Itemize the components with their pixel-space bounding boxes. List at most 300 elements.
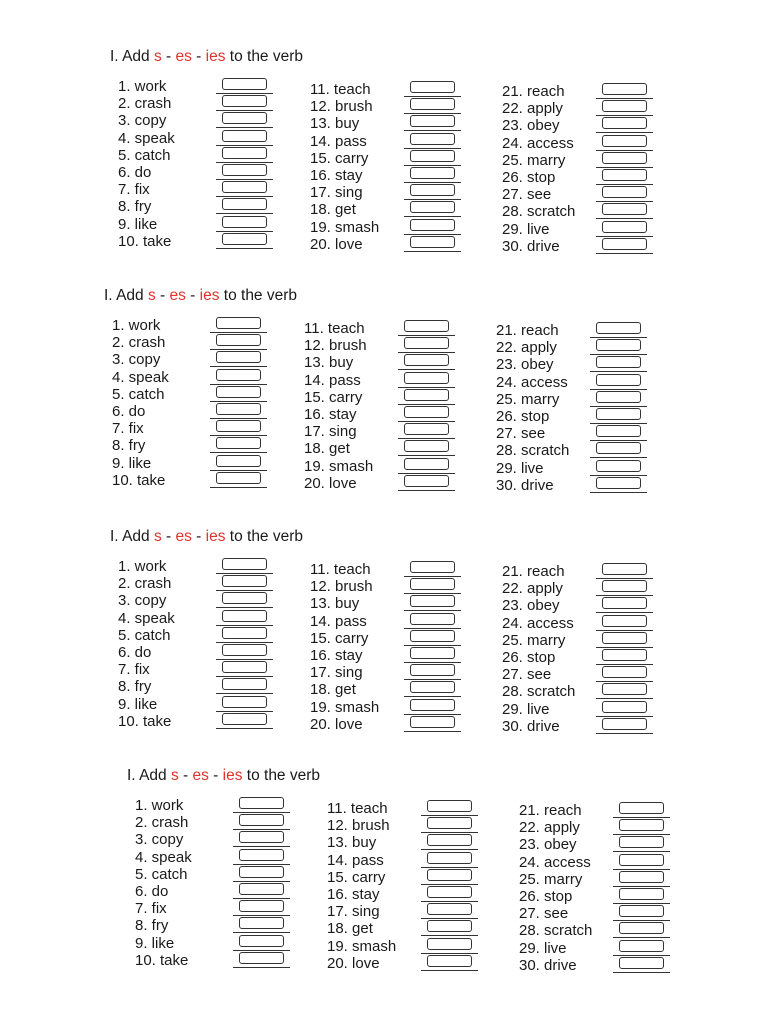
answer-box[interactable]: [216, 317, 261, 329]
verb-label: 20. love: [310, 715, 363, 733]
answer-underline: [596, 716, 653, 717]
answer-underline: [398, 421, 455, 422]
answer-underline: [590, 457, 647, 458]
verb-label: 18. get: [327, 920, 373, 938]
verb-label: 13. buy: [327, 834, 377, 852]
answer-box[interactable]: [239, 849, 284, 861]
exercise-section-c: [110, 528, 710, 758]
answer-underline: [404, 234, 461, 235]
verb-label: 24. access: [496, 373, 568, 391]
answer-box[interactable]: [404, 423, 449, 435]
answer-underline: [216, 93, 273, 94]
answer-underline: [404, 113, 461, 114]
instruction-text: -: [191, 528, 206, 545]
verb-label: 7. fix: [112, 420, 144, 438]
answer-underline: [216, 590, 273, 591]
answer-underline: [216, 248, 273, 249]
instruction-text: -: [191, 48, 206, 65]
answer-box[interactable]: [619, 957, 664, 969]
answer-box[interactable]: [410, 133, 455, 145]
answer-box[interactable]: [410, 647, 455, 659]
answer-underline: [596, 578, 653, 579]
instruction-text: -: [155, 287, 170, 304]
answer-underline: [210, 418, 267, 419]
verb-label: 10. take: [112, 471, 166, 489]
answer-box[interactable]: [427, 920, 472, 932]
answer-underline: [596, 681, 653, 682]
verb-label: 25. marry: [519, 870, 583, 888]
verb-label: 27. see: [502, 666, 552, 684]
answer-underline: [404, 696, 461, 697]
answer-box[interactable]: [410, 81, 455, 93]
verb-label: 23. obey: [502, 117, 560, 135]
verb-label: 23. obey: [519, 836, 577, 854]
answer-underline: [596, 612, 653, 613]
verb-label: 7. fix: [135, 900, 167, 918]
answer-box[interactable]: [222, 130, 267, 142]
answer-underline: [216, 179, 273, 180]
verb-label: 19. smash: [310, 218, 380, 236]
instruction-text: to the verb: [225, 48, 304, 65]
verb-label: 10. take: [118, 232, 172, 250]
verb-label: 8. fry: [112, 437, 146, 455]
answer-underline: [233, 812, 290, 813]
answer-underline: [233, 932, 290, 933]
instruction-text: I. Add: [110, 528, 154, 545]
answer-underline: [596, 218, 653, 219]
answer-box[interactable]: [216, 351, 261, 363]
answer-box[interactable]: [410, 664, 455, 676]
verb-label: 11. teach: [304, 320, 365, 337]
answer-box[interactable]: [596, 356, 641, 368]
answer-box[interactable]: [216, 403, 261, 415]
answer-box[interactable]: [596, 460, 641, 472]
answer-box[interactable]: [404, 406, 449, 418]
answer-box[interactable]: [619, 836, 664, 848]
verb-label: 5. catch: [112, 385, 165, 403]
answer-underline: [398, 490, 455, 491]
answer-underline: [613, 920, 670, 921]
answer-underline: [404, 645, 461, 646]
answer-box[interactable]: [239, 935, 284, 947]
answer-box[interactable]: [410, 201, 455, 213]
verb-label: 21. reach: [519, 802, 582, 819]
verb-label: 29. live: [496, 459, 544, 477]
answer-box[interactable]: [222, 644, 267, 656]
answer-box[interactable]: [619, 922, 664, 934]
answer-box[interactable]: [410, 115, 455, 127]
exercise-instruction: [110, 528, 303, 546]
answer-box[interactable]: [239, 952, 284, 964]
suffix-highlight: s: [153, 528, 162, 545]
answer-underline: [404, 714, 461, 715]
answer-underline: [596, 132, 653, 133]
answer-underline: [613, 886, 670, 887]
answer-box[interactable]: [216, 472, 261, 484]
answer-box[interactable]: [404, 389, 449, 401]
answer-underline: [404, 576, 461, 577]
answer-box[interactable]: [596, 408, 641, 420]
answer-box[interactable]: [222, 575, 267, 587]
answer-box[interactable]: [222, 610, 267, 622]
answer-underline: [398, 404, 455, 405]
answer-box[interactable]: [596, 391, 641, 403]
answer-underline: [421, 918, 478, 919]
verb-label: 1. work: [135, 797, 184, 814]
suffix-highlight: es: [175, 48, 192, 65]
verb-label: 1. work: [112, 317, 161, 334]
answer-underline: [216, 145, 273, 146]
answer-underline: [210, 487, 267, 488]
answer-box[interactable]: [239, 797, 284, 809]
answer-box[interactable]: [404, 440, 449, 452]
answer-underline: [216, 231, 273, 232]
answer-box[interactable]: [602, 683, 647, 695]
verb-label: 8. fry: [118, 198, 152, 216]
answer-box[interactable]: [404, 458, 449, 470]
verb-label: 7. fix: [118, 661, 150, 679]
answer-box[interactable]: [410, 98, 455, 110]
answer-box[interactable]: [410, 184, 455, 196]
answer-box[interactable]: [619, 819, 664, 831]
answer-box[interactable]: [410, 167, 455, 179]
answer-underline: [398, 438, 455, 439]
answer-box[interactable]: [596, 477, 641, 489]
answer-box[interactable]: [427, 817, 472, 829]
verb-label: 14. pass: [310, 612, 367, 630]
answer-box[interactable]: [239, 917, 284, 929]
answer-underline: [216, 642, 273, 643]
answer-underline: [590, 423, 647, 424]
answer-box[interactable]: [596, 322, 641, 334]
answer-box[interactable]: [602, 83, 647, 95]
suffix-highlight: es: [175, 528, 192, 545]
verb-label: 30. drive: [502, 717, 560, 735]
verb-label: 9. like: [118, 215, 158, 233]
answer-box[interactable]: [602, 580, 647, 592]
answer-box[interactable]: [602, 563, 647, 575]
verb-label: 30. drive: [502, 237, 560, 255]
verb-label: 12. brush: [304, 337, 367, 355]
verb-label: 16. stay: [304, 405, 357, 423]
answer-underline: [210, 470, 267, 471]
answer-box[interactable]: [216, 455, 261, 467]
answer-box[interactable]: [410, 595, 455, 607]
answer-underline: [613, 817, 670, 818]
answer-box[interactable]: [602, 221, 647, 233]
answer-underline: [596, 201, 653, 202]
verb-label: 2. crash: [135, 814, 189, 832]
answer-box[interactable]: [222, 696, 267, 708]
answer-box[interactable]: [222, 78, 267, 90]
verb-label: 29. live: [519, 939, 567, 957]
answer-underline: [421, 815, 478, 816]
answer-underline: [210, 384, 267, 385]
answer-underline: [398, 352, 455, 353]
suffix-highlight: s: [147, 287, 156, 304]
answer-box[interactable]: [216, 386, 261, 398]
answer-box[interactable]: [427, 852, 472, 864]
answer-box[interactable]: [239, 866, 284, 878]
answer-box[interactable]: [619, 871, 664, 883]
answer-underline: [210, 452, 267, 453]
answer-underline: [233, 829, 290, 830]
answer-box[interactable]: [222, 198, 267, 210]
verb-label: 18. get: [310, 681, 356, 699]
verb-label: 26. stop: [519, 887, 573, 905]
verb-label: 8. fry: [118, 678, 152, 696]
answer-underline: [590, 337, 647, 338]
verb-label: 18. get: [310, 201, 356, 219]
answer-underline: [613, 834, 670, 835]
answer-box[interactable]: [216, 334, 261, 346]
answer-box[interactable]: [427, 955, 472, 967]
answer-underline: [613, 955, 670, 956]
verb-label: 25. marry: [502, 151, 566, 169]
answer-box[interactable]: [596, 425, 641, 437]
answer-box[interactable]: [222, 713, 267, 725]
verb-label: 15. carry: [327, 868, 386, 886]
answer-box[interactable]: [602, 666, 647, 678]
answer-box[interactable]: [602, 135, 647, 147]
verb-label: 29. live: [502, 220, 550, 238]
answer-box[interactable]: [239, 814, 284, 826]
verb-label: 1. work: [118, 558, 167, 575]
answer-box[interactable]: [410, 561, 455, 573]
answer-underline: [233, 846, 290, 847]
verb-label: 26. stop: [502, 648, 556, 666]
answer-box[interactable]: [602, 615, 647, 627]
answer-box[interactable]: [222, 112, 267, 124]
suffix-highlight: ies: [222, 767, 243, 784]
answer-box[interactable]: [222, 95, 267, 107]
answer-box[interactable]: [404, 372, 449, 384]
verb-label: 17. sing: [304, 423, 357, 441]
verb-label: 2. crash: [118, 575, 172, 593]
answer-underline: [398, 473, 455, 474]
verb-label: 3. copy: [118, 592, 167, 610]
answer-box[interactable]: [410, 578, 455, 590]
suffix-highlight: es: [169, 287, 186, 304]
verb-label: 27. see: [502, 186, 552, 204]
answer-box[interactable]: [239, 883, 284, 895]
answer-box[interactable]: [239, 900, 284, 912]
answer-box[interactable]: [427, 800, 472, 812]
answer-box[interactable]: [602, 718, 647, 730]
answer-box[interactable]: [602, 597, 647, 609]
answer-underline: [596, 733, 653, 734]
suffix-highlight: ies: [205, 48, 226, 65]
answer-underline: [404, 130, 461, 131]
answer-box[interactable]: [602, 117, 647, 129]
answer-box[interactable]: [602, 701, 647, 713]
verb-label: 21. reach: [502, 563, 565, 580]
verb-label: 30. drive: [496, 476, 554, 494]
verb-label: 16. stay: [310, 646, 363, 664]
verb-label: 4. speak: [112, 368, 169, 386]
answer-box[interactable]: [222, 164, 267, 176]
answer-box[interactable]: [602, 100, 647, 112]
answer-underline: [216, 162, 273, 163]
answer-box[interactable]: [222, 216, 267, 228]
answer-underline: [596, 595, 653, 596]
answer-box[interactable]: [410, 716, 455, 728]
instruction-text: I. Add: [127, 767, 171, 784]
answer-underline: [216, 573, 273, 574]
answer-underline: [613, 937, 670, 938]
answer-underline: [404, 251, 461, 252]
verb-label: 19. smash: [304, 457, 374, 475]
verb-label: 26. stop: [496, 407, 550, 425]
answer-underline: [210, 401, 267, 402]
verb-label: 8. fry: [135, 917, 169, 935]
answer-box[interactable]: [602, 632, 647, 644]
exercise-section-d: [127, 767, 727, 997]
answer-box[interactable]: [216, 369, 261, 381]
answer-box[interactable]: [619, 905, 664, 917]
suffix-highlight: ies: [199, 287, 220, 304]
answer-box[interactable]: [410, 150, 455, 162]
instruction-text: -: [185, 287, 200, 304]
verb-label: 4. speak: [118, 129, 175, 147]
instruction-text: -: [208, 767, 223, 784]
answer-underline: [613, 903, 670, 904]
answer-underline: [233, 881, 290, 882]
answer-box[interactable]: [619, 888, 664, 900]
verb-label: 24. access: [502, 134, 574, 152]
answer-underline: [404, 610, 461, 611]
answer-box[interactable]: [596, 442, 641, 454]
answer-box[interactable]: [602, 203, 647, 215]
answer-box[interactable]: [410, 613, 455, 625]
answer-underline: [404, 662, 461, 663]
answer-box[interactable]: [602, 649, 647, 661]
answer-box[interactable]: [410, 236, 455, 248]
answer-underline: [596, 253, 653, 254]
instruction-text: -: [178, 767, 193, 784]
exercise-instruction: [104, 287, 297, 305]
answer-underline: [596, 698, 653, 699]
instruction-text: -: [161, 48, 176, 65]
answer-box[interactable]: [410, 699, 455, 711]
verb-label: 14. pass: [327, 851, 384, 869]
answer-box[interactable]: [602, 238, 647, 250]
verb-label: 10. take: [118, 712, 172, 730]
answer-underline: [404, 96, 461, 97]
answer-underline: [596, 664, 653, 665]
verb-label: 11. teach: [327, 800, 388, 817]
verb-label: 26. stop: [502, 168, 556, 186]
answer-underline: [590, 440, 647, 441]
answer-underline: [596, 115, 653, 116]
answer-box[interactable]: [619, 854, 664, 866]
answer-box[interactable]: [602, 186, 647, 198]
answer-box[interactable]: [222, 678, 267, 690]
verb-label: 24. access: [502, 614, 574, 632]
answer-underline: [398, 369, 455, 370]
answer-box[interactable]: [404, 475, 449, 487]
verb-label: 6. do: [118, 643, 152, 661]
verb-label: 15. carry: [310, 149, 369, 167]
answer-box[interactable]: [410, 219, 455, 231]
answer-underline: [596, 630, 653, 631]
instruction-text: I. Add: [104, 287, 148, 304]
exercise-section-a: [110, 48, 710, 278]
answer-box[interactable]: [619, 802, 664, 814]
answer-underline: [404, 731, 461, 732]
suffix-highlight: s: [170, 767, 179, 784]
answer-underline: [404, 628, 461, 629]
verb-label: 12. brush: [327, 817, 390, 835]
answer-underline: [233, 950, 290, 951]
answer-box[interactable]: [602, 152, 647, 164]
verb-label: 20. love: [304, 474, 357, 492]
answer-box[interactable]: [596, 339, 641, 351]
instruction-text: -: [161, 528, 176, 545]
answer-box[interactable]: [222, 147, 267, 159]
suffix-highlight: ies: [205, 528, 226, 545]
verb-label: 2. crash: [118, 95, 172, 113]
verb-label: 3. copy: [112, 351, 161, 369]
answer-box[interactable]: [410, 681, 455, 693]
answer-box[interactable]: [427, 886, 472, 898]
answer-box[interactable]: [222, 661, 267, 673]
answer-box[interactable]: [427, 869, 472, 881]
answer-underline: [233, 967, 290, 968]
verb-label: 21. reach: [496, 322, 559, 339]
answer-box[interactable]: [404, 337, 449, 349]
answer-box[interactable]: [222, 592, 267, 604]
answer-underline: [210, 366, 267, 367]
suffix-highlight: s: [153, 48, 162, 65]
answer-box[interactable]: [427, 834, 472, 846]
answer-underline: [216, 693, 273, 694]
answer-underline: [398, 455, 455, 456]
answer-box[interactable]: [222, 181, 267, 193]
answer-underline: [216, 196, 273, 197]
verb-label: 6. do: [135, 882, 169, 900]
answer-box[interactable]: [404, 354, 449, 366]
answer-underline: [596, 98, 653, 99]
answer-box[interactable]: [596, 374, 641, 386]
answer-underline: [596, 184, 653, 185]
verb-label: 11. teach: [310, 81, 371, 98]
answer-box[interactable]: [222, 627, 267, 639]
answer-box[interactable]: [619, 940, 664, 952]
answer-underline: [404, 199, 461, 200]
verb-label: 29. live: [502, 700, 550, 718]
answer-box[interactable]: [427, 903, 472, 915]
answer-box[interactable]: [602, 169, 647, 181]
answer-box[interactable]: [427, 938, 472, 950]
answer-box[interactable]: [216, 437, 261, 449]
answer-box[interactable]: [222, 558, 267, 570]
answer-box[interactable]: [410, 630, 455, 642]
answer-underline: [210, 332, 267, 333]
verb-label: 13. buy: [310, 595, 360, 613]
answer-underline: [590, 492, 647, 493]
answer-box[interactable]: [404, 320, 449, 332]
answer-underline: [216, 659, 273, 660]
answer-underline: [216, 625, 273, 626]
verb-label: 28. scratch: [502, 683, 576, 701]
verb-label: 12. brush: [310, 578, 373, 596]
suffix-highlight: es: [192, 767, 209, 784]
answer-box[interactable]: [239, 831, 284, 843]
answer-box[interactable]: [222, 233, 267, 245]
verb-label: 13. buy: [304, 354, 354, 372]
answer-box[interactable]: [216, 420, 261, 432]
